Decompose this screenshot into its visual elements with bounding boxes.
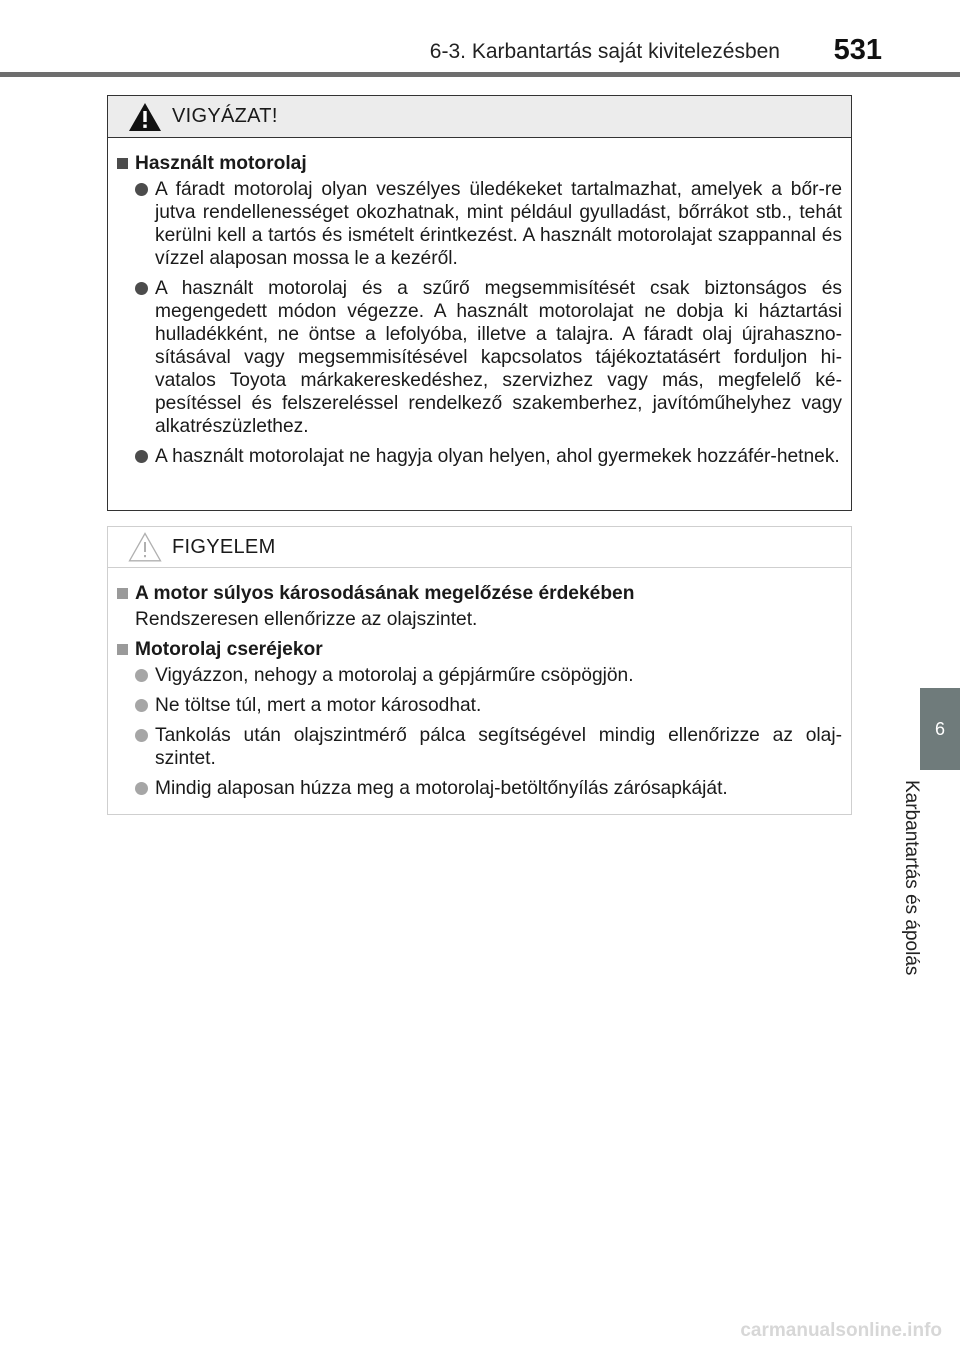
notice-section-title	[116, 638, 842, 661]
round-bullet-icon	[135, 669, 148, 682]
list-item-text: A használt motorolaj és a szűrő megsemmisítését csak biztonságos és megengedett módon végezze. A használt motorolajat ne dobja ki háztartási hulladékként, ne öntse a lefolyóba, illetve a talajra. A fáradt olaj újrahaszno-sításával vagy megsemmisítésével kapcsolatos tájékoztatásért forduljon hi-vatalos Toyota márkakereskedéshez, szervizhez vagy más, megfelelő ké-pesítéssel és felszereléssel rendelkező szakemberhez, javítóműhelyhez vagy alkatrészüzlethez.	[155, 278, 842, 437]
notice-body	[108, 568, 851, 800]
warning-box	[107, 95, 852, 511]
warning-body	[108, 138, 851, 468]
notice-section-title-text: Motorolaj cseréjekor	[135, 639, 323, 660]
round-bullet-icon	[135, 729, 148, 742]
notice-header	[108, 527, 851, 568]
warning-triangle-icon	[128, 102, 162, 132]
notice-heading: FIGYELEM	[172, 535, 276, 558]
list-item-text: A használt motorolajat ne hagyja olyan helyen, ahol gyermekek hozzáfér-hetnek.	[155, 446, 840, 467]
list-item-text: Ne töltse túl, mert a motor károsodhat.	[155, 695, 482, 716]
section-title: 6-3. Karbantartás saját kivitelezésben	[429, 40, 780, 63]
warning-header	[108, 96, 851, 138]
watermark: carmanualsonline.info	[740, 1320, 942, 1341]
round-bullet-icon	[135, 282, 148, 295]
list-item	[116, 724, 842, 770]
list-item	[116, 178, 842, 270]
notice-box	[107, 526, 852, 815]
caution-triangle-icon	[128, 532, 162, 562]
square-bullet-icon	[117, 588, 128, 599]
list-item	[116, 445, 842, 468]
notice-section-title-text: A motor súlyos károsodásának megelőzése érdekében	[135, 583, 635, 604]
list-item	[116, 694, 842, 717]
notice-section-title	[116, 582, 842, 605]
list-item-text: Tankolás után olajszintmérő pálca segítségével mindig ellenőrizze az olaj-szintet.	[155, 725, 842, 769]
list-item-text: A fáradt motorolaj olyan veszélyes üledékeket tartalmazhat, amelyek a bőr-re jutva rendellenességet okozhatnak, mint például gyulladást, bőrrákot stb., tehát kerülni kell a tartós és ismételt érintkezést. A használt motorolajat szappannal és vízzel alaposan mossa le a kezéről.	[155, 179, 842, 269]
round-bullet-icon	[135, 782, 148, 795]
square-bullet-icon	[117, 644, 128, 655]
header-divider	[0, 72, 960, 77]
warning-section-title	[116, 152, 842, 175]
list-item	[116, 664, 842, 687]
round-bullet-icon	[135, 183, 148, 196]
warning-section-title-text: Használt motorolaj	[135, 153, 307, 174]
round-bullet-icon	[135, 699, 148, 712]
page-header	[0, 0, 960, 80]
round-bullet-icon	[135, 450, 148, 463]
list-item	[116, 277, 842, 438]
warning-heading: VIGYÁZAT!	[172, 105, 278, 127]
list-item	[116, 777, 842, 800]
chapter-number: 6	[934, 718, 945, 739]
square-bullet-icon	[117, 158, 128, 169]
list-item-text: Mindig alaposan húzza meg a motorolaj-betöltőnyílás zárósapkáját.	[155, 778, 728, 799]
list-item-text: Vigyázzon, nehogy a motorolaj a gépjárműre csöpögjön.	[155, 665, 634, 686]
chapter-title: Karbantartás és ápolás	[901, 780, 922, 976]
notice-section-text: Rendszeresen ellenőrizze az olajszintet.	[135, 609, 478, 630]
page-number: 531	[833, 34, 882, 66]
chapter-tab	[920, 688, 960, 770]
